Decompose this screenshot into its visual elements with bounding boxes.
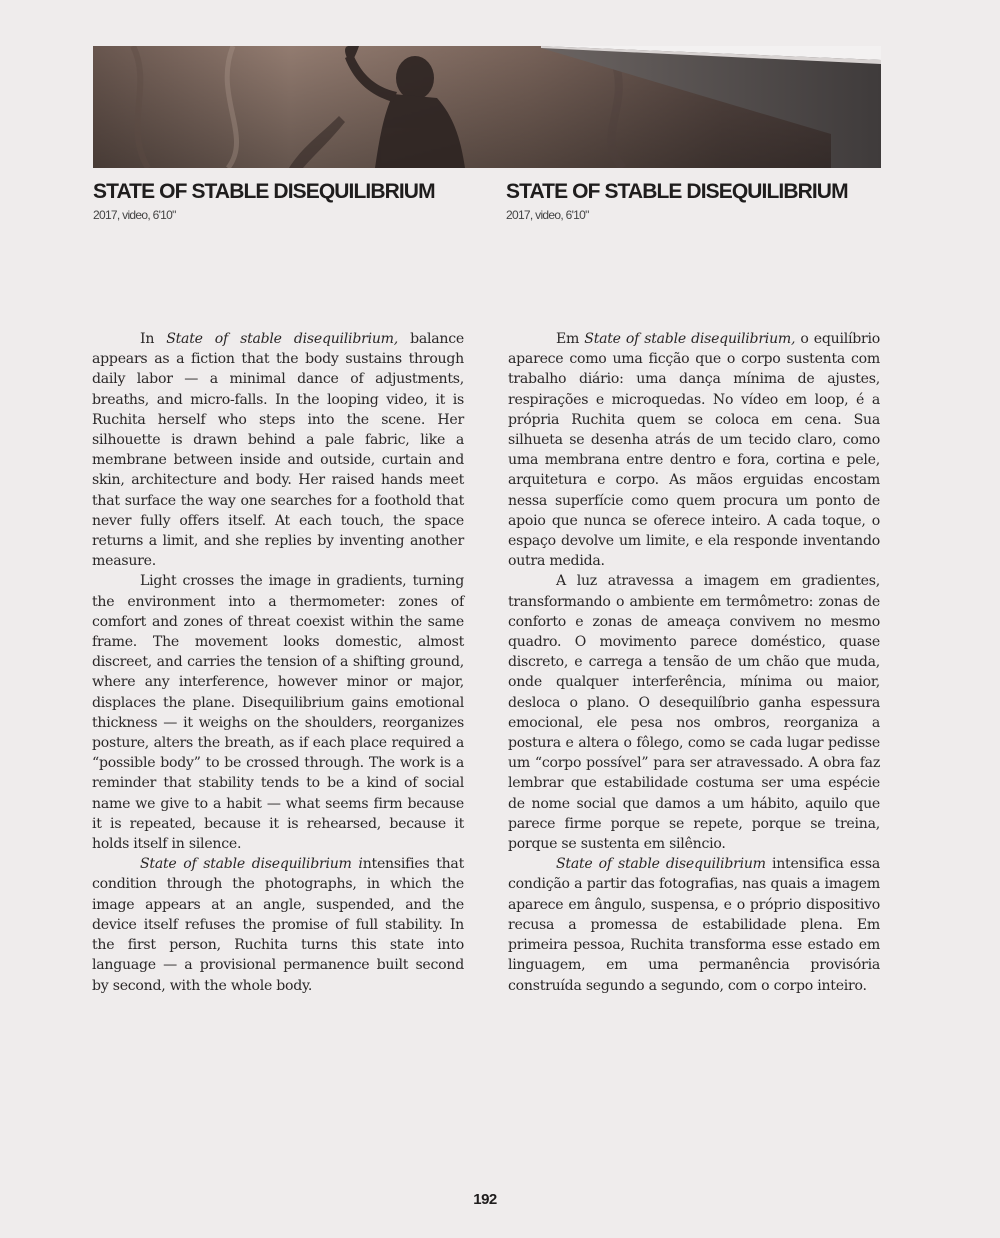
portuguese-paragraph-1-lead: Em (556, 331, 585, 347)
english-paragraph-1 (92, 329, 464, 571)
title-english: STATE OF STABLE DISEQUILIBRIUM (93, 180, 435, 203)
banner-photo (93, 46, 881, 168)
english-paragraph-3-work-title: State of stable disequilibrium i (140, 856, 363, 873)
portuguese-paragraph-1 (508, 329, 880, 571)
portuguese-paragraph-3-body: intensifica essa condição a partir das fotografias, nas quais a imagem aparece em ângulo, suspensa, e o próprio dispositivo recusa a promessa de estabilidade plena. Em primeira pessoa, Ruchita transforma esse estado em linguagem, em uma permanência provisória construída segundo a segundo, com o corpo inteiro. (508, 856, 880, 994)
portuguese-paragraph-2: A luz atravessa a imagem em gradientes, transformando o ambiente em termômetro: zonas de conforto e zonas de ameaça convivem no mesmo quadro. O movimento parece doméstico, quase discreto, e carrega a tensão de um chão que muda, onde qualquer interferência, mínima ou maior, desloca o plano. O desequilíbrio ganha espessura emocional, ele pesa nos ombros, reorganiza a postura e altera o fôlego, como se cada lugar pedisse um “corpo possível” para ser atravessado. A obra faz lembrar que estabilidade costuma ser uma espécie de nome social que damos a um hábito, aquilo que parece firme porque se repete, porque se treina, porque se sustenta em silêncio. (508, 573, 880, 853)
portuguese-paragraph-1-work-title: State of stable disequilibrium, (584, 331, 796, 347)
silhouette-behind-fabric-photo (93, 46, 881, 168)
english-paragraph-3 (92, 854, 464, 995)
english-paragraph-1-body: balance appears as a fiction that the body sustains through daily labor — a minimal dance of adjustments, breaths, and micro-falls. In the looping video, it is Ruchita herself who steps into the scene. Her silhouette is drawn behind a pale fabric, like a membrane between inside and outside, curtain and skin, architecture and body. Her raised hands meet that surface the way one searches for a foothold that never fully offers itself. At each touch, the space returns a limit, and she replies by inventing another measure. (92, 331, 464, 570)
portuguese-text-column (508, 329, 880, 996)
portuguese-paragraph-3-work-title: State of stable disequilibrium (556, 856, 766, 873)
english-text-column (92, 329, 464, 996)
work-meta-portuguese: 2017, video, 6'10" (506, 208, 589, 222)
portuguese-paragraph-3 (508, 854, 880, 995)
portuguese-paragraph-1-body: o equilíbrio aparece como uma ficção que o corpo sustenta com trabalho diário: uma dança mínima de ajustes, respirações e microquedas. No vídeo em loop, é a própria Ruchita quem se coloca em cena. Sua silhueta se desenha atrás de um tecido claro, como uma membrana entre dentro e fora, cortina e pele, arquitetura e corpo. As mãos erguidas encostam nessa superfície como quem procura um ponto de apoio que nunca se oferece inteiro. A cada toque, o espaço devolve um limite, e ela responde inventando outra medida. (508, 331, 880, 570)
title-portuguese: STATE OF STABLE DISEQUILIBRIUM (506, 180, 848, 203)
english-paragraph-1-lead: In (140, 331, 167, 347)
english-paragraph-3-body: ntensifies that condition through the photographs, in which the image appears at an angle, suspended, and the device itself refuses the promise of full stability. In the first person, Ruchita turns this state into language — a provisional permanence built second by second, with the whole body. (92, 856, 464, 994)
page-number: 192 (473, 1191, 497, 1208)
english-paragraph-2: Light crosses the image in gradients, turning the environment into a thermometer: zones of comfort and zones of threat coexist within the same frame. The movement looks domestic, almost discreet, and carries the tension of a shifting ground, where any interference, however minor or major, displaces the plane. Disequilibrium gains emotional thickness — it weighs on the shoulders, reorganizes posture, alters the breath, as if each place required a “possible body” to be crossed through. The work is a reminder that stability tends to be a kind of social name we give to a habit — what seems firm because it is repeated, because it is rehearsed, because it holds itself in silence. (92, 573, 464, 853)
work-meta-english: 2017, video, 6'10" (93, 208, 176, 222)
english-paragraph-1-work-title: State of stable disequilibrium, (166, 331, 399, 347)
